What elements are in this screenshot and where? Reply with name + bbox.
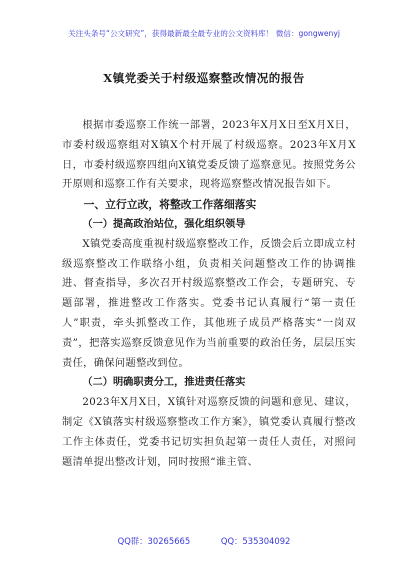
subsection-paragraph: X镇党委高度重视村级巡察整改工作，反馈会后立即成立村级巡察整改工作联络小组，负责相关问题整改工作的协调推进、督查指导，多次召开村级巡察整改工作会，专题研究、专题部署，推进整改工作落实。党委书记认真履行“第一责任人”职责，牵头抓整改工作，其他班子成员严格落实“一岗双责”，把落实巡察反馈意见作为当前重要的政治任务，层层压实责任，确保问题整改到位。 xyxy=(62,238,356,369)
subsection-heading: （一）提高政治站位，强化组织领导 xyxy=(82,217,246,230)
footer-qq: QQ：535304092 xyxy=(220,536,291,546)
section-heading: 一、立行立改，将整改工作落细落实 xyxy=(83,198,257,212)
document-body xyxy=(62,116,356,472)
subsection-heading: （二）明确职责分工，推进责任落实 xyxy=(82,376,246,389)
footer-qq-group: QQ群：30265665 xyxy=(117,536,191,546)
footer xyxy=(0,535,408,547)
document-title: X镇党委关于村级巡察整改情况的报告 xyxy=(103,71,305,85)
header-banner: 关注头条号“公文研究”，获得最新最全最专业的公文资料库！ 微信：gongwenyj xyxy=(68,29,340,38)
intro-paragraph: 根据市委巡察工作统一部署，2023年X月X日至X月X日，市委村级巡察组对X镇X个村开展了村级巡察。2023年X月X日，市委村级巡察四组向X镇党委反馈了巡察意见。按照党务公开原则和巡察工作有关要求，现将巡察整改情况报告如下。 xyxy=(62,120,356,191)
subsection-paragraph: 2023年X月X日，X镇针对巡察反馈的问题和意见、建议，制定《X镇落实村级巡察整改工作方案》，镇党委认真履行整改工作主体责任，党委书记切实担负起第一责任人责任，对照问题清单提出整改计划，同时按照“谁主管、 xyxy=(62,397,356,468)
